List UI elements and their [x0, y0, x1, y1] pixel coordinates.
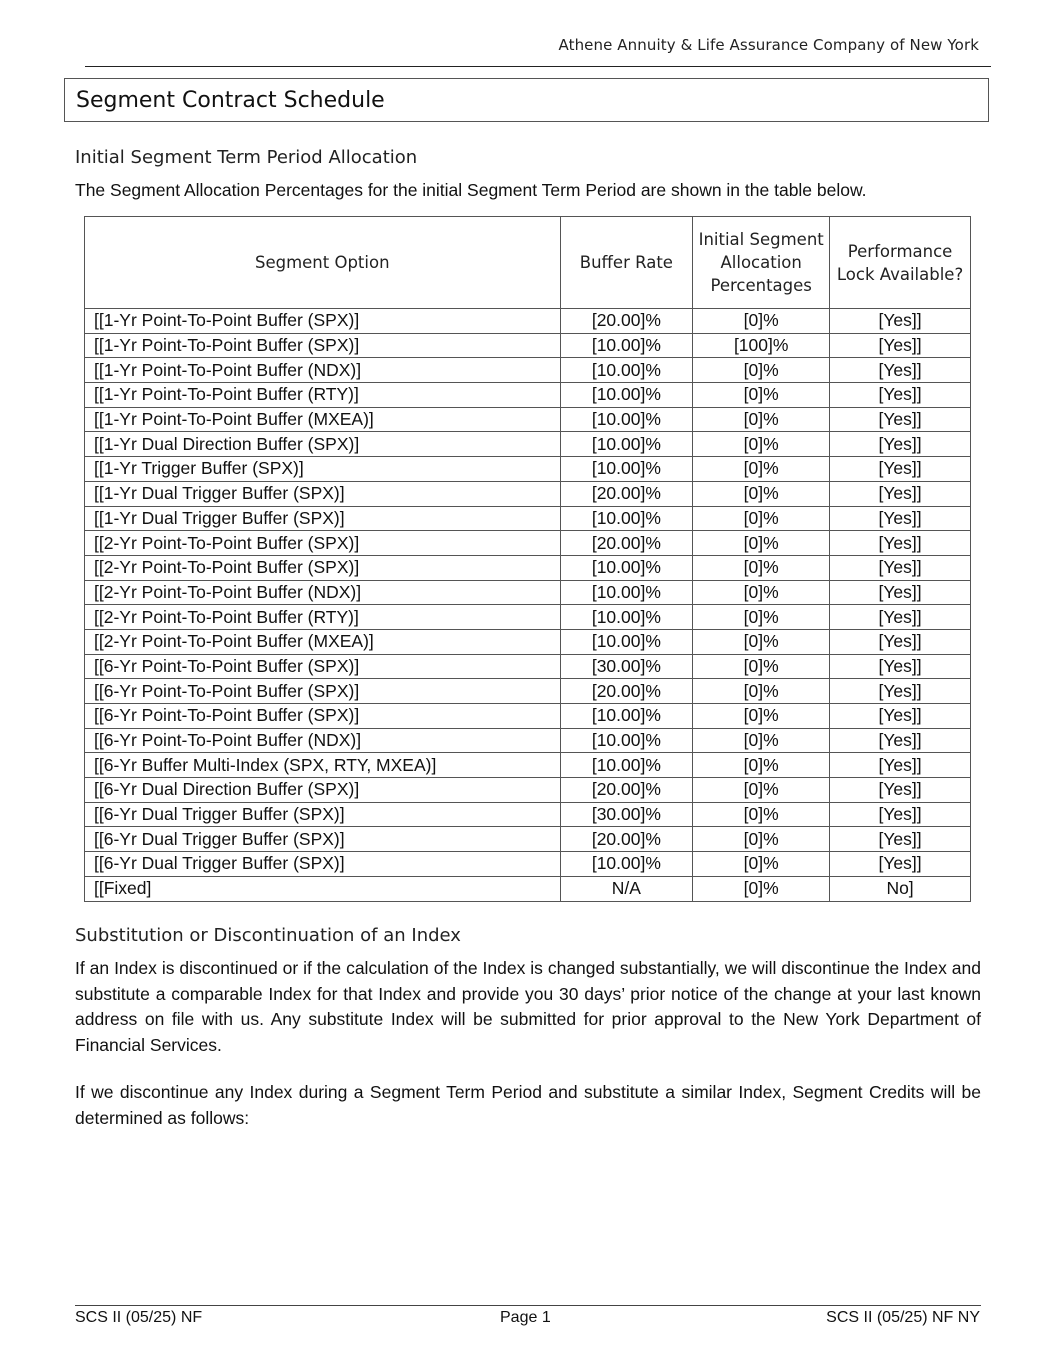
performance-lock-cell: [Yes]] — [830, 778, 971, 803]
buffer-rate-cell: [10.00]% — [560, 457, 693, 482]
header-divider — [85, 66, 991, 67]
segment-option-cell: [[Fixed] — [85, 876, 561, 901]
allocation-percentage-cell: [0]% — [693, 531, 830, 556]
footer-page-number: Page 1 — [500, 1309, 551, 1326]
table-row — [85, 852, 971, 877]
allocation-percentage-cell: [0]% — [693, 432, 830, 457]
table-row — [85, 555, 971, 580]
buffer-rate-cell: [30.00]% — [560, 654, 693, 679]
allocation-percentage-cell: [0]% — [693, 629, 830, 654]
segment-option-cell: [[6-Yr Dual Direction Buffer (SPX)] — [85, 778, 561, 803]
performance-lock-cell: [Yes]] — [830, 457, 971, 482]
segment-option-cell: [[6-Yr Dual Trigger Buffer (SPX)] — [85, 852, 561, 877]
performance-lock-cell: [Yes]] — [830, 654, 971, 679]
table-row — [85, 309, 971, 334]
footer-form-number-left: SCS II (05/25) NF — [75, 1309, 203, 1326]
column-header-allocation: Initial Segment Allocation Percentages — [693, 217, 830, 309]
substitution-paragraph-2: If we discontinue any Index during a Segment Term Period and substitute a similar Index, Segment Credits will be determined as follows: — [75, 1082, 981, 1128]
allocation-percentage-cell: [0]% — [693, 802, 830, 827]
segment-option-cell: [[2-Yr Point-To-Point Buffer (MXEA)] — [85, 629, 561, 654]
buffer-rate-cell: [10.00]% — [560, 728, 693, 753]
allocation-percentage-cell: [0]% — [693, 407, 830, 432]
performance-lock-cell: [Yes]] — [830, 580, 971, 605]
allocation-percentage-cell: [0]% — [693, 654, 830, 679]
buffer-rate-cell: [30.00]% — [560, 802, 693, 827]
table-row — [85, 432, 971, 457]
segment-option-cell: [[1-Yr Trigger Buffer (SPX)] — [85, 457, 561, 482]
segment-option-cell: [[1-Yr Dual Trigger Buffer (SPX)] — [85, 506, 561, 531]
segment-option-cell: [[1-Yr Point-To-Point Buffer (MXEA)] — [85, 407, 561, 432]
allocation-percentage-cell: [0]% — [693, 605, 830, 630]
table-row — [85, 629, 971, 654]
segment-option-cell: [[2-Yr Point-To-Point Buffer (RTY)] — [85, 605, 561, 630]
table-row — [85, 481, 971, 506]
segment-option-cell: [[1-Yr Point-To-Point Buffer (RTY)] — [85, 383, 561, 408]
column-header-buffer-rate: Buffer Rate — [560, 217, 693, 309]
buffer-rate-cell: [10.00]% — [560, 605, 693, 630]
performance-lock-cell: [Yes]] — [830, 852, 971, 877]
performance-lock-cell: [Yes]] — [830, 358, 971, 383]
allocation-percentage-cell: [0]% — [693, 383, 830, 408]
performance-lock-cell: [Yes]] — [830, 555, 971, 580]
buffer-rate-cell: [10.00]% — [560, 407, 693, 432]
segment-option-cell: [[1-Yr Point-To-Point Buffer (SPX)] — [85, 333, 561, 358]
table-header-row — [85, 217, 971, 309]
performance-lock-cell: [Yes]] — [830, 802, 971, 827]
segment-option-cell: [[1-Yr Point-To-Point Buffer (SPX)] — [85, 309, 561, 334]
buffer-rate-cell: [10.00]% — [560, 333, 693, 358]
buffer-rate-cell: [20.00]% — [560, 827, 693, 852]
performance-lock-cell: [Yes]] — [830, 481, 971, 506]
performance-lock-cell: [Yes]] — [830, 753, 971, 778]
buffer-rate-cell: [10.00]% — [560, 506, 693, 531]
buffer-rate-cell: [20.00]% — [560, 778, 693, 803]
allocation-percentage-cell: [0]% — [693, 457, 830, 482]
table-row — [85, 802, 971, 827]
buffer-rate-cell: [20.00]% — [560, 481, 693, 506]
allocation-percentage-cell: [0]% — [693, 876, 830, 901]
table-row — [85, 876, 971, 901]
table-row — [85, 728, 971, 753]
segment-option-cell: [[6-Yr Point-To-Point Buffer (SPX)] — [85, 704, 561, 729]
performance-lock-cell: [Yes]] — [830, 531, 971, 556]
segment-option-cell: [[6-Yr Point-To-Point Buffer (NDX)] — [85, 728, 561, 753]
table-row — [85, 679, 971, 704]
table-row — [85, 358, 971, 383]
allocation-percentage-cell: [0]% — [693, 555, 830, 580]
allocation-percentage-cell: [0]% — [693, 309, 830, 334]
segment-option-cell: [[2-Yr Point-To-Point Buffer (SPX)] — [85, 555, 561, 580]
table-row — [85, 827, 971, 852]
performance-lock-cell: [Yes]] — [830, 629, 971, 654]
table-row — [85, 654, 971, 679]
buffer-rate-cell: [10.00]% — [560, 852, 693, 877]
allocation-percentage-cell: [0]% — [693, 679, 830, 704]
performance-lock-cell: [Yes]] — [830, 728, 971, 753]
segment-option-cell: [[6-Yr Point-To-Point Buffer (SPX)] — [85, 654, 561, 679]
buffer-rate-cell: N/A — [560, 876, 693, 901]
table-row — [85, 333, 971, 358]
segment-option-cell: [[2-Yr Point-To-Point Buffer (NDX)] — [85, 580, 561, 605]
column-header-performance-lock: Performance Lock Available? — [830, 217, 971, 309]
buffer-rate-cell: [20.00]% — [560, 531, 693, 556]
buffer-rate-cell: [10.00]% — [560, 358, 693, 383]
allocation-percentage-cell: [0]% — [693, 827, 830, 852]
performance-lock-cell: [Yes]] — [830, 704, 971, 729]
substitution-heading: Substitution or Discontinuation of an Index — [75, 925, 461, 946]
table-row — [85, 531, 971, 556]
performance-lock-cell: [Yes]] — [830, 605, 971, 630]
table-row — [85, 753, 971, 778]
segment-option-cell: [[6-Yr Dual Trigger Buffer (SPX)] — [85, 827, 561, 852]
segment-option-cell: [[2-Yr Point-To-Point Buffer (SPX)] — [85, 531, 561, 556]
segment-option-cell: [[6-Yr Dual Trigger Buffer (SPX)] — [85, 802, 561, 827]
company-name-header: Athene Annuity & Life Assurance Company of New York — [558, 36, 979, 54]
substitution-paragraph-1: If an Index is discontinued or if the calculation of the Index is changed substantially, we will discontinue the Index and substitute a comparable Index for that Index and provide you 30 days’ prior notice of the change at your last known address on file with us. Any substitute Index will be submitted for prior approval to the New York Department of Financial Services. — [75, 958, 981, 1055]
table-row — [85, 383, 971, 408]
allocation-percentage-cell: [0]% — [693, 753, 830, 778]
buffer-rate-cell: [10.00]% — [560, 555, 693, 580]
table-row — [85, 580, 971, 605]
table-row — [85, 605, 971, 630]
allocation-percentage-cell: [0]% — [693, 580, 830, 605]
buffer-rate-cell: [10.00]% — [560, 580, 693, 605]
allocation-percentage-cell: [0]% — [693, 704, 830, 729]
table-row — [85, 457, 971, 482]
table-row — [85, 778, 971, 803]
segment-allocation-table — [84, 216, 971, 902]
buffer-rate-cell: [10.00]% — [560, 753, 693, 778]
segment-option-cell: [[1-Yr Dual Direction Buffer (SPX)] — [85, 432, 561, 457]
performance-lock-cell: [Yes]] — [830, 679, 971, 704]
allocation-percentage-cell: [0]% — [693, 728, 830, 753]
allocation-percentage-cell: [100]% — [693, 333, 830, 358]
table-body — [85, 309, 971, 902]
table-row — [85, 407, 971, 432]
performance-lock-cell: [Yes]] — [830, 333, 971, 358]
allocation-percentage-cell: [0]% — [693, 778, 830, 803]
segment-option-cell: [[6-Yr Buffer Multi-Index (SPX, RTY, MXEA)] — [85, 753, 561, 778]
performance-lock-cell: [Yes]] — [830, 383, 971, 408]
buffer-rate-cell: [10.00]% — [560, 383, 693, 408]
allocation-heading: Initial Segment Term Period Allocation — [75, 147, 418, 168]
allocation-percentage-cell: [0]% — [693, 506, 830, 531]
column-header-segment-option: Segment Option — [85, 217, 561, 309]
performance-lock-cell: No] — [830, 876, 971, 901]
page-title: Segment Contract Schedule — [76, 88, 385, 113]
buffer-rate-cell: [20.00]% — [560, 309, 693, 334]
buffer-rate-cell: [20.00]% — [560, 679, 693, 704]
buffer-rate-cell: [10.00]% — [560, 704, 693, 729]
buffer-rate-cell: [10.00]% — [560, 432, 693, 457]
segment-option-cell: [[1-Yr Dual Trigger Buffer (SPX)] — [85, 481, 561, 506]
table-row — [85, 506, 971, 531]
footer-form-number-right: SCS II (05/25) NF NY — [826, 1309, 980, 1326]
allocation-percentage-cell: [0]% — [693, 481, 830, 506]
page-title-box — [64, 78, 989, 122]
performance-lock-cell: [Yes]] — [830, 309, 971, 334]
allocation-percentage-cell: [0]% — [693, 852, 830, 877]
performance-lock-cell: [Yes]] — [830, 432, 971, 457]
allocation-percentage-cell: [0]% — [693, 358, 830, 383]
allocation-intro: The Segment Allocation Percentages for the initial Segment Term Period are shown in the table below. — [75, 180, 867, 200]
footer-divider — [75, 1305, 981, 1306]
segment-option-cell: [[1-Yr Point-To-Point Buffer (NDX)] — [85, 358, 561, 383]
performance-lock-cell: [Yes]] — [830, 827, 971, 852]
performance-lock-cell: [Yes]] — [830, 506, 971, 531]
table-row — [85, 704, 971, 729]
segment-option-cell: [[6-Yr Point-To-Point Buffer (SPX)] — [85, 679, 561, 704]
buffer-rate-cell: [10.00]% — [560, 629, 693, 654]
performance-lock-cell: [Yes]] — [830, 407, 971, 432]
